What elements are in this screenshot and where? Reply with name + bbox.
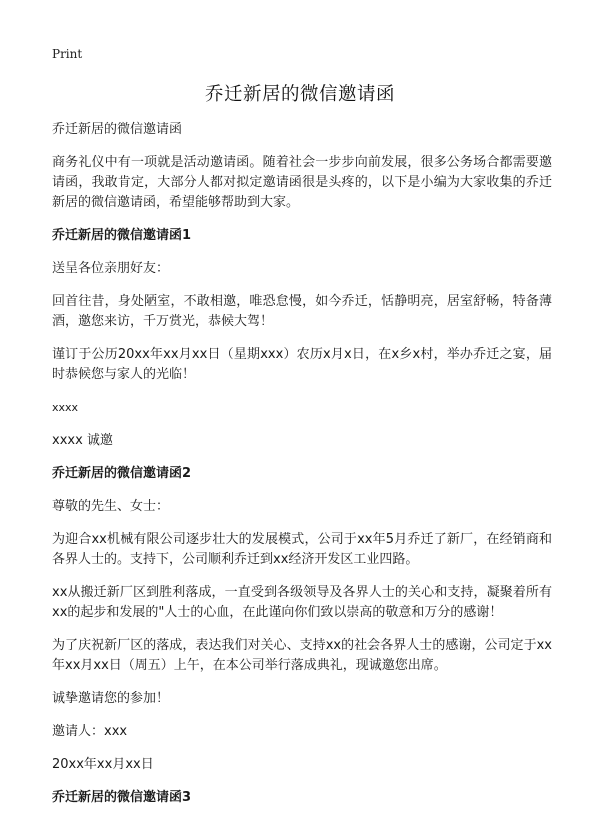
paragraph: 为迎合xx机械有限公司逐步壮大的发展模式，公司于xx年5月乔迁了新厂，在经销商和各界人士的。支持下，公司顺利乔迁到xx经济开发区工业四路。 bbox=[52, 532, 552, 567]
paragraph: xxxx bbox=[52, 401, 79, 414]
document-body bbox=[52, 120, 552, 821]
page-title: 乔迁新居的微信邀请函 bbox=[204, 84, 395, 105]
section-heading: 乔迁新居的微信邀请函1 bbox=[52, 228, 192, 243]
paragraph: 尊敬的先生、女士： bbox=[52, 499, 170, 514]
paragraph: 商务礼仪中有一项就是活动邀请函。随着社会一步步向前发展，很多公务场合都需要邀请函，我敢肯定，大部分人都对拟定邀请函很是头疼的，以下是小编为大家收集的乔迁新居的微信邀请函，希望能够帮助到大家。 bbox=[52, 155, 552, 210]
paragraph: xx从搬迁新厂区到胜利落成，一直受到各级领导及各界人士的关心和支持，凝聚着所有xx的起步和发展的"人士的心血，在此谨向你们致以崇高的敬意和万分的感谢！ bbox=[52, 585, 552, 620]
print-link[interactable]: Print bbox=[52, 47, 83, 61]
paragraph: 诚挚邀请您的参加！ bbox=[52, 691, 170, 706]
section-heading: 乔迁新居的微信邀请函3 bbox=[52, 790, 192, 805]
paragraph: 谨订于公历20xx年xx月xx日（星期xxx）农历x月x日，在x乡x村，举办乔迁之宴，届时恭候您与家人的光临！ bbox=[52, 347, 552, 382]
paragraph: xxxx 诚邀 bbox=[52, 433, 113, 448]
paragraph: 送呈各位亲朋好友： bbox=[52, 261, 170, 276]
section-heading: 乔迁新居的微信邀请函2 bbox=[52, 466, 192, 481]
paragraph: 为了庆祝新厂区的落成，表达我们对关心、支持xx的社会各界人士的感谢，公司定于xx年xx月xx日（周五）上午，在本公司举行落成典礼，现诚邀您出席。 bbox=[52, 638, 552, 673]
paragraph: 乔迁新居的微信邀请函 bbox=[52, 122, 183, 137]
paragraph: 回首往昔，身处陋室，不敢相邀，唯恐怠慢，如今乔迁，恬静明亮，居室舒畅，特备薄酒，邀您来访，千万赏光，恭候大驾！ bbox=[52, 294, 552, 329]
paragraph: 邀请人：xxx bbox=[52, 724, 128, 739]
paragraph: 20xx年xx月xx日 bbox=[52, 757, 154, 772]
